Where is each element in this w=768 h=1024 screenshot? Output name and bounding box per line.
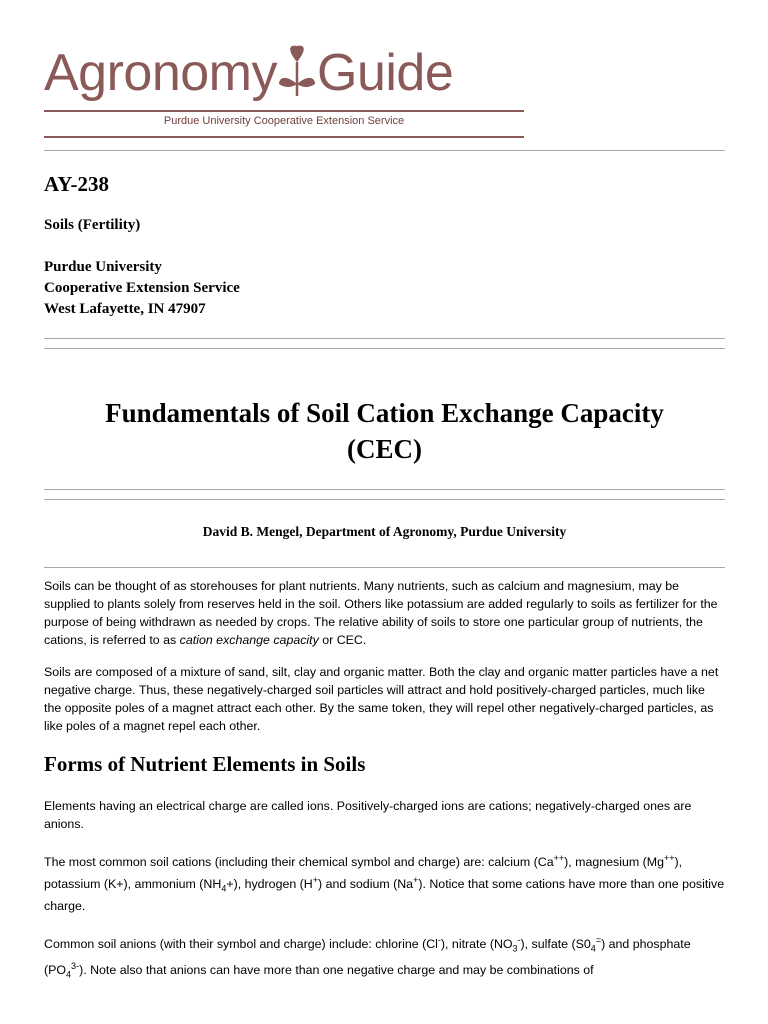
- banner-title: [44, 42, 453, 104]
- paragraph-text: Soils can be thought of as storehouses for plant nutrients. Many nutrients, such as calcium and magnesium, may be supplied to plants solely from reserves held in the soil. Others like potassium are added regularly to soils as fertilizer for the purpose of being withdrawn as needed by crops. The relative ability of soils to store one particular group of nutrients, the cations, is referred to as: [44, 579, 718, 647]
- subscript: 4: [590, 943, 596, 954]
- publisher-address: [44, 257, 240, 320]
- address-line: West Lafayette, IN 47907: [44, 301, 206, 317]
- superscript: +: [413, 874, 419, 885]
- paragraph-text: ). Notice that some cations have more than one positive charge.: [44, 877, 725, 913]
- divider: [44, 489, 725, 490]
- title-line: Fundamentals of Soil Cation Exchange Capacity: [105, 398, 664, 428]
- divider: [44, 567, 725, 568]
- subscript: 4: [221, 883, 227, 894]
- paragraph-text: ), potassium (K+), ammonium (NH: [44, 855, 683, 891]
- paragraph-text: ), magnesium (Mg: [564, 855, 664, 869]
- publication-topic: Soils (Fertility): [44, 217, 141, 233]
- paragraph-text: The most common soil cations (including their chemical symbol and charge) are: calcium (Ca: [44, 855, 554, 869]
- publication-number: AY-238: [44, 172, 109, 196]
- paragraph-text: +), hydrogen (H: [226, 877, 313, 891]
- paragraph-text: Common soil anions (with their symbol and charge) include: chlorine (Cl: [44, 937, 438, 951]
- address-line: Purdue University: [44, 259, 162, 275]
- paragraph-text: ) and sodium (Na: [318, 877, 414, 891]
- superscript: +: [312, 874, 319, 885]
- paragraph: [44, 931, 725, 983]
- paragraph: [44, 851, 725, 917]
- divider: [44, 150, 725, 151]
- paragraph-text: ) and phosphate (PO: [44, 937, 691, 977]
- leaf-sprout-icon: [277, 44, 317, 96]
- paragraph: [44, 797, 725, 833]
- author-line: David B. Mengel, Department of Agronomy, Purdue University: [202, 524, 567, 539]
- superscript: ++: [663, 852, 675, 863]
- paragraph-text: ). Note also that anions can have more than one negative charge and may be combinations of: [79, 963, 594, 977]
- superscript: ++: [553, 852, 565, 863]
- banner-title-left: Agronomy: [44, 44, 277, 102]
- superscript: =: [595, 934, 602, 945]
- divider: [44, 499, 725, 500]
- paragraph-text: or CEC.: [318, 633, 367, 647]
- title-line: (CEC): [347, 434, 422, 464]
- paragraph-text: ), nitrate (NO: [440, 937, 513, 951]
- divider: [44, 348, 725, 349]
- paragraph-text: ), sulfate (S0: [520, 937, 591, 951]
- subscript: 3: [512, 943, 518, 954]
- banner-rule: [44, 136, 524, 138]
- paragraph-text: Soils are composed of a mixture of sand, silt, clay and organic matter. Both the clay and organic matter particles have a net negative charge. Thus, these negatively-charged soil particles will attract and hold positively-charged particles, much like the opposite poles of a magnet attract each other. By the same token, they will repel other negatively-charged particles, as like poles of a magnet repel each other.: [44, 665, 719, 733]
- agronomy-guide-banner: [44, 42, 524, 142]
- superscript: 3-: [71, 960, 80, 971]
- superscript: -: [437, 934, 441, 945]
- subscript: 4: [66, 969, 72, 980]
- address-line: Cooperative Extension Service: [44, 280, 240, 296]
- paragraph: [44, 577, 725, 649]
- document-title: [44, 395, 725, 467]
- banner-subtitle: Purdue University Cooperative Extension Service: [163, 115, 405, 127]
- divider: [44, 338, 725, 339]
- paragraph: [44, 663, 725, 735]
- banner-rule: [44, 110, 524, 112]
- emphasis-term: cation exchange capacity: [179, 633, 319, 647]
- paragraph-text: Elements having an electrical charge are called ions. Positively-charged ions are cations; negatively-charged ones are anions.: [44, 799, 692, 831]
- section-heading: Forms of Nutrient Elements in Soils: [44, 752, 366, 776]
- banner-title-right: Guide: [317, 44, 454, 102]
- superscript: -: [517, 934, 521, 945]
